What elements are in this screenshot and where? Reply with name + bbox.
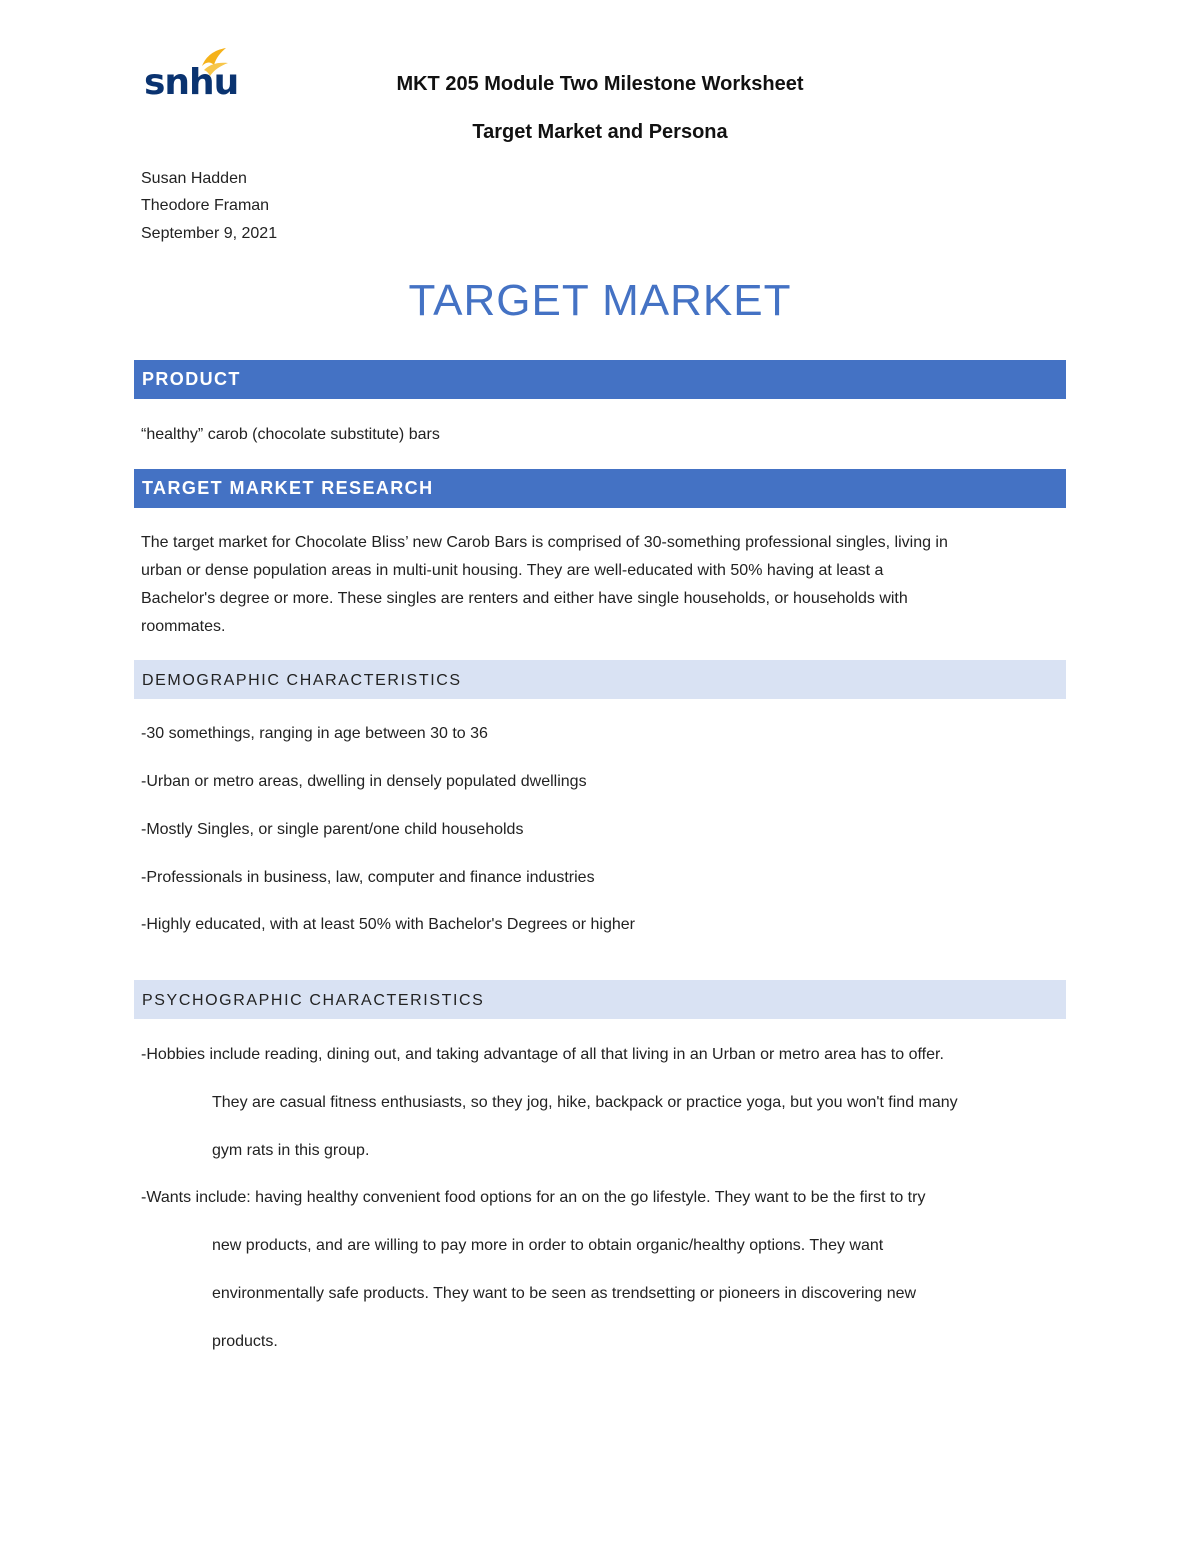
psychographic-hobbies-continued: gym rats in this group. — [212, 1142, 370, 1159]
paragraph-line: The target market for Chocolate Bliss’ new Carob Bars is comprised of 30-something professional singles, living in — [141, 534, 948, 551]
psychographic-wants-continued: environmentally safe products. They want to be seen as trendsetting or pioneers in discovering new — [212, 1285, 917, 1302]
section-heading-product: PRODUCT — [134, 360, 1066, 399]
psychographic-hobbies-continued: They are casual fitness enthusiasts, so they jog, hike, backpack or practice yoga, but you won't find many — [212, 1094, 958, 1111]
psychographic-hobbies: -Hobbies include reading, dining out, and taking advantage of all that living in an Urban or metro area has to offer. — [141, 1046, 944, 1063]
demographic-item: -Highly educated, with at least 50% with Bachelor's Degrees or higher — [141, 916, 635, 933]
psychographic-wants-continued: new products, and are willing to pay more in order to obtain organic/healthy options. They want — [212, 1237, 884, 1254]
main-heading: TARGET MARKET — [408, 276, 792, 325]
paragraph-line: Bachelor's degree or more. These singles are renters and either have single households, or households with — [141, 590, 908, 607]
demographic-item: -Urban or metro areas, dwelling in densely populated dwellings — [141, 773, 587, 790]
document-subtitle: Target Market and Persona — [472, 121, 728, 143]
psychographic-wants: -Wants include: having healthy convenient food options for an on the go lifestyle. They want to be the first to try — [141, 1189, 926, 1206]
section-heading-research: TARGET MARKET RESEARCH — [134, 469, 1066, 508]
demographic-item: -30 somethings, ranging in age between 30 to 36 — [141, 725, 488, 742]
author-name: Theodore Framan — [141, 197, 270, 214]
document-date: September 9, 2021 — [141, 225, 278, 242]
section-heading-psychographic: PSYCHOGRAPHIC CHARACTERISTICS — [134, 980, 1066, 1019]
demographic-item: -Mostly Singles, or single parent/one child households — [141, 821, 524, 838]
research-paragraph — [141, 529, 1061, 641]
paragraph-line: urban or dense population areas in multi-unit housing. They are well-educated with 50% having at least a — [141, 562, 884, 579]
psychographic-wants-continued: products. — [212, 1333, 278, 1350]
author-name: Susan Hadden — [141, 170, 247, 187]
paragraph-line: roommates. — [141, 618, 226, 635]
logo-text: snhu — [144, 62, 239, 103]
document-title: MKT 205 Module Two Milestone Worksheet — [396, 73, 804, 95]
section-heading-demographic: DEMOGRAPHIC CHARACTERISTICS — [134, 660, 1066, 699]
product-description: “healthy” carob (chocolate substitute) bars — [141, 426, 440, 443]
demographic-item: -Professionals in business, law, computer and finance industries — [141, 869, 595, 886]
